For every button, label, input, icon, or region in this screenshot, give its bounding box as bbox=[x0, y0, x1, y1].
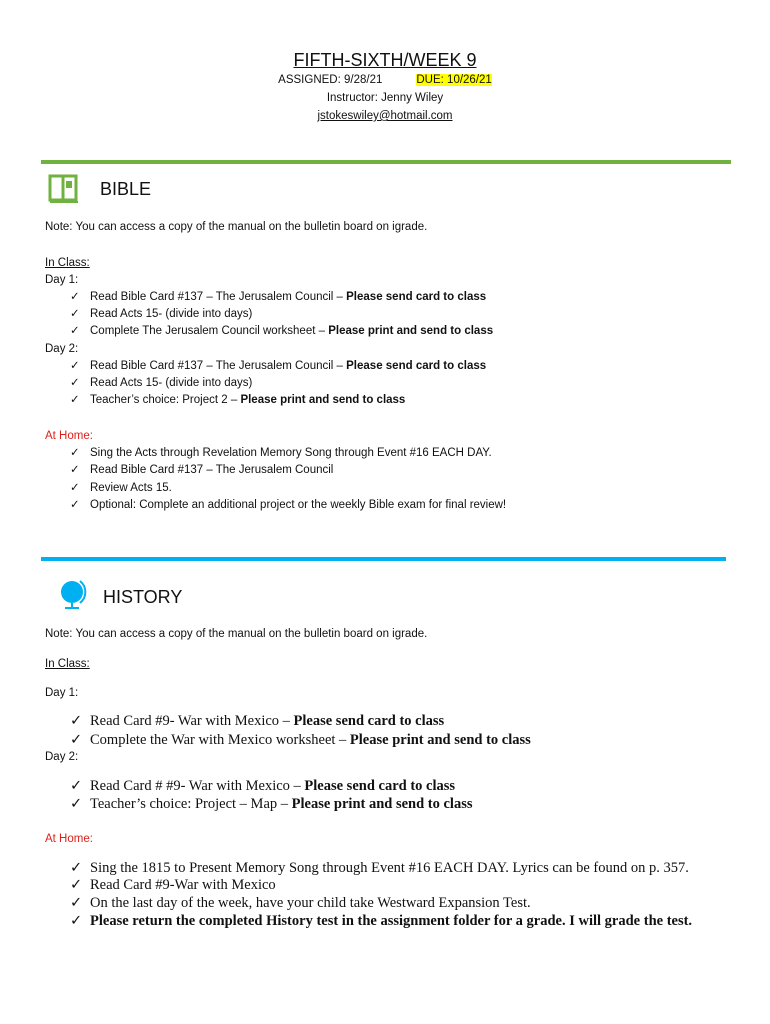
item-plain-text: Read Card # #9- War with Mexico – bbox=[90, 778, 305, 794]
item-plain-text: Teacher’s choice: Project 2 – bbox=[90, 394, 241, 406]
item-plain-text: Teacher’s choice: Project – Map – bbox=[90, 796, 292, 812]
checkmark-icon: ✓ bbox=[70, 447, 80, 459]
checkmark-icon: ✓ bbox=[70, 796, 83, 812]
checkmark-icon: ✓ bbox=[70, 778, 83, 794]
item-plain-text: Read Acts 15- (divide into days) bbox=[90, 308, 253, 320]
item-plain-text: Complete The Jerusalem Council worksheet – bbox=[90, 325, 329, 337]
history-in-class: In Class: bbox=[45, 658, 90, 670]
item-text bbox=[90, 732, 531, 748]
instructor: Instructor: Jenny Wiley bbox=[326, 92, 444, 104]
item-text bbox=[90, 713, 444, 729]
checkmark-icon: ✓ bbox=[70, 499, 80, 511]
history-heading: HISTORY bbox=[103, 587, 183, 607]
bible-day1: Day 1: bbox=[45, 274, 79, 286]
history-day1: Day 1: bbox=[45, 687, 79, 699]
checkmark-icon: ✓ bbox=[70, 394, 80, 406]
checkmark-icon: ✓ bbox=[70, 482, 80, 494]
globe-icon bbox=[58, 578, 88, 613]
item-plain-text: On the last day of the week, have your child take Westward Expansion Test. bbox=[90, 895, 531, 911]
bible-in-class: In Class: bbox=[45, 257, 90, 269]
dates-line bbox=[0, 72, 770, 88]
item-text bbox=[90, 480, 172, 496]
assigned-date: ASSIGNED: 9/28/21 bbox=[278, 74, 383, 86]
checkmark-icon: ✓ bbox=[70, 860, 83, 876]
bible-at-home: At Home: bbox=[45, 430, 93, 442]
item-bold-text: Please print and send to class bbox=[328, 325, 494, 337]
item-plain-text: Read Card #9-War with Mexico bbox=[90, 877, 276, 893]
checkmark-icon: ✓ bbox=[70, 360, 80, 372]
item-text bbox=[90, 358, 486, 374]
item-plain-text: Complete the War with Mexico worksheet – bbox=[90, 732, 350, 748]
item-text bbox=[90, 462, 333, 478]
item-bold-text: Please send card to class bbox=[346, 291, 487, 303]
bible-book-icon bbox=[48, 173, 80, 208]
item-bold-text: Please return the completed History test in the assignment folder for a grade. I will grade the test. bbox=[90, 913, 693, 929]
item-plain-text: Read Acts 15- (divide into days) bbox=[90, 377, 253, 389]
item-text bbox=[90, 860, 689, 876]
item-text bbox=[90, 877, 276, 893]
item-bold-text: Please print and send to class bbox=[240, 394, 406, 406]
history-at-home: At Home: bbox=[45, 833, 93, 845]
item-bold-text: Please send card to class bbox=[293, 713, 445, 729]
item-bold-text: Please print and send to class bbox=[291, 796, 473, 812]
due-date: DUE: 10/26/21 bbox=[416, 74, 492, 86]
bible-note: Note: You can access a copy of the manual on the bulletin board on igrade. bbox=[45, 221, 428, 233]
checkmark-icon: ✓ bbox=[70, 913, 83, 929]
item-plain-text: Sing the 1815 to Present Memory Song through Event #16 EACH DAY. Lyrics can be found on p. 357. bbox=[90, 860, 689, 876]
instructor-email[interactable]: jstokeswiley@hotmail.com bbox=[317, 110, 453, 122]
page-title: FIFTH-SIXTH/WEEK 9 bbox=[293, 50, 477, 70]
item-bold-text: Please send card to class bbox=[304, 778, 456, 794]
item-plain-text: Read Card #9- War with Mexico – bbox=[90, 713, 294, 729]
item-plain-text: Read Bible Card #137 – The Jerusalem Council – bbox=[90, 291, 347, 303]
item-plain-text: Review Acts 15. bbox=[90, 482, 172, 494]
history-day2: Day 2: bbox=[45, 751, 79, 763]
item-text bbox=[90, 913, 692, 929]
item-text bbox=[90, 323, 493, 339]
item-bold-text: Please send card to class bbox=[346, 360, 487, 372]
item-bold-text: Please print and send to class bbox=[349, 732, 531, 748]
bible-heading: BIBLE bbox=[100, 179, 152, 199]
item-text bbox=[90, 375, 252, 391]
checkmark-icon: ✓ bbox=[70, 877, 83, 893]
item-plain-text: Read Bible Card #137 – The Jerusalem Council bbox=[90, 464, 334, 476]
item-text bbox=[90, 289, 486, 305]
item-text bbox=[90, 497, 506, 513]
item-plain-text: Sing the Acts through Revelation Memory Song through Event #16 EACH DAY. bbox=[90, 447, 492, 459]
history-divider bbox=[41, 557, 726, 561]
item-plain-text: Optional: Complete an additional project or the weekly Bible exam for final review! bbox=[90, 499, 507, 511]
checkmark-icon: ✓ bbox=[70, 895, 83, 911]
history-note: Note: You can access a copy of the manual on the bulletin board on igrade. bbox=[45, 628, 428, 640]
checkmark-icon: ✓ bbox=[70, 464, 80, 476]
checkmark-icon: ✓ bbox=[70, 713, 83, 729]
checkmark-icon: ✓ bbox=[70, 291, 80, 303]
item-text bbox=[90, 392, 405, 408]
item-plain-text: Read Bible Card #137 – The Jerusalem Council – bbox=[90, 360, 347, 372]
bible-divider bbox=[41, 160, 731, 164]
item-text bbox=[90, 778, 455, 794]
bible-day2: Day 2: bbox=[45, 343, 79, 355]
checkmark-icon: ✓ bbox=[70, 325, 80, 337]
item-text bbox=[90, 796, 473, 812]
item-text bbox=[90, 445, 492, 461]
checkmark-icon: ✓ bbox=[70, 732, 83, 748]
item-text bbox=[90, 306, 252, 322]
checkmark-icon: ✓ bbox=[70, 308, 80, 320]
checkmark-icon: ✓ bbox=[70, 377, 80, 389]
item-text bbox=[90, 895, 531, 911]
